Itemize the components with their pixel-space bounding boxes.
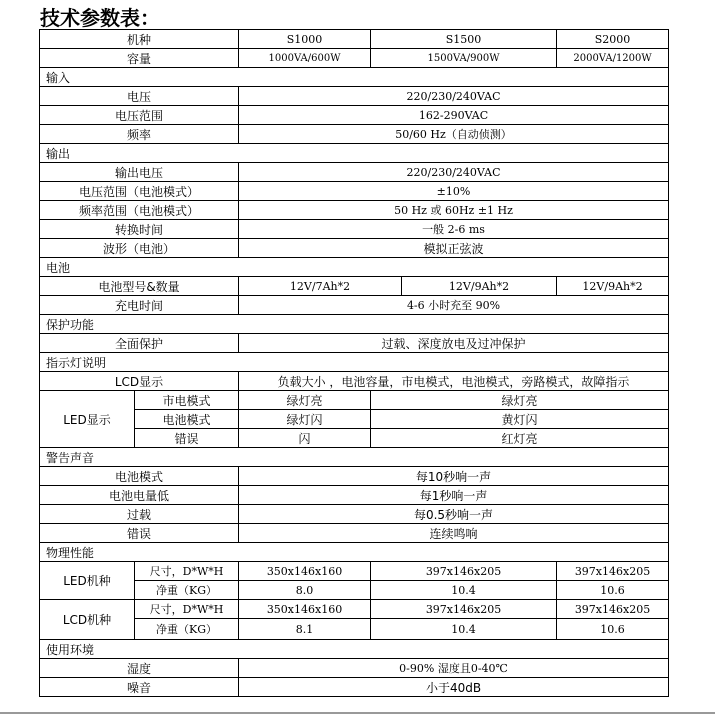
table-row: [40, 619, 669, 640]
led-dim-s1000: 350x146x160: [239, 562, 371, 581]
table-row: [40, 334, 669, 353]
charge-time-label: 充电时间: [40, 296, 239, 315]
table-row: [40, 429, 669, 448]
humidity-value: 0-90% 湿度且0-40℃: [239, 659, 669, 678]
led-mains-label: 市电模式: [135, 391, 239, 410]
led-battery-label: 电池模式: [135, 410, 239, 429]
table-row: [40, 220, 669, 239]
table-row: [40, 68, 669, 87]
capacity-s2000: 2000VA/1200W: [557, 49, 669, 68]
section-protection: 保护功能: [40, 315, 669, 334]
section-environment: 使用环境: [40, 640, 669, 659]
table-row: [40, 600, 669, 619]
input-frequency-label: 频率: [40, 125, 239, 144]
table-row: [40, 640, 669, 659]
alarm-overload-value: 每0.5秒响一声: [239, 505, 669, 524]
battery-type-s1500: 12V/9Ah*2: [402, 277, 557, 296]
lcd-dim-label: 尺寸，D*W*H: [135, 600, 239, 619]
output-voltage-value: 220/230/240VAC: [239, 163, 669, 182]
table-row: [40, 239, 669, 258]
table-row: [40, 315, 669, 334]
table-row: [40, 562, 669, 581]
output-range-label: 电压范围（电池模式）: [40, 182, 239, 201]
battery-type-s2000: 12V/9Ah*2: [557, 277, 669, 296]
waveform-label: 波形（电池）: [40, 239, 239, 258]
led-battery-s1000: 绿灯闪: [239, 410, 371, 429]
capacity-label: 容量: [40, 49, 239, 68]
noise-label: 噪音: [40, 678, 239, 697]
alarm-low-label: 电池电量低: [40, 486, 239, 505]
table-row: [40, 486, 669, 505]
section-battery: 电池: [40, 258, 669, 277]
table-row: [40, 30, 669, 49]
alarm-low-value: 每1秒响一声: [239, 486, 669, 505]
output-voltage-label: 输出电压: [40, 163, 239, 182]
led-error-s1000: 闪: [239, 429, 371, 448]
table-row: [40, 49, 669, 68]
table-row: [40, 543, 669, 562]
alarm-error-value: 连续鸣响: [239, 524, 669, 543]
section-input: 输入: [40, 68, 669, 87]
section-alarm: 警告声音: [40, 448, 669, 467]
led-weight-s2000: 10.6: [557, 581, 669, 600]
battery-type-label: 电池型号&数量: [40, 277, 239, 296]
lcd-model-label: LCD机种: [40, 600, 135, 640]
led-mains-s1000: 绿灯亮: [239, 391, 371, 410]
spec-table-main: [39, 29, 669, 697]
section-physical: 物理性能: [40, 543, 669, 562]
table-row: [40, 410, 669, 429]
table-row: [40, 678, 669, 697]
noise-value: 小于40dB: [239, 678, 669, 697]
model-s2000: S2000: [557, 30, 669, 49]
led-weight-label: 净重（KG）: [135, 581, 239, 600]
table-row: [40, 201, 669, 220]
transfer-time-value: 一般 2-6 ms: [239, 220, 669, 239]
output-freq-label: 频率范围（电池模式）: [40, 201, 239, 220]
waveform-value: 模拟正弦波: [239, 239, 669, 258]
table-row: [40, 505, 669, 524]
table-row: [40, 467, 669, 486]
input-frequency-value: 50/60 Hz（自动侦测）: [239, 125, 669, 144]
led-dim-s1500: 397x146x205: [371, 562, 557, 581]
lcd-weight-s1000: 8.1: [239, 619, 371, 640]
protection-label: 全面保护: [40, 334, 239, 353]
input-range-label: 电压范围: [40, 106, 239, 125]
led-dim-label: 尺寸，D*W*H: [135, 562, 239, 581]
battery-type-s1000: 12V/7Ah*2: [239, 277, 402, 296]
led-display-label: LED显示: [40, 391, 135, 448]
led-error-other: 红灯亮: [371, 429, 669, 448]
protection-value: 过载、深度放电及过冲保护: [239, 334, 669, 353]
table-row: [40, 391, 669, 410]
alarm-overload-label: 过载: [40, 505, 239, 524]
table-row: [40, 524, 669, 543]
led-weight-s1000: 8.0: [239, 581, 371, 600]
lcd-dim-s2000: 397x146x205: [557, 600, 669, 619]
lcd-display-value: 负载大小 ，电池容量，市电模式，电池模式，旁路模式，故障指示: [239, 372, 669, 391]
output-range-value: ±10%: [239, 182, 669, 201]
table-row: [40, 581, 669, 600]
alarm-error-label: 错误: [40, 524, 239, 543]
table-row: [40, 182, 669, 201]
input-range-value: 162-290VAC: [239, 106, 669, 125]
table-row: [40, 372, 669, 391]
transfer-time-label: 转换时间: [40, 220, 239, 239]
section-output: 输出: [40, 144, 669, 163]
input-voltage-value: 220/230/240VAC: [239, 87, 669, 106]
model-label: 机种: [40, 30, 239, 49]
lcd-dim-s1500: 397x146x205: [371, 600, 557, 619]
table-row: [40, 87, 669, 106]
table-row: [40, 163, 669, 182]
lcd-weight-label: 净重（KG）: [135, 619, 239, 640]
input-voltage-label: 电压: [40, 87, 239, 106]
model-s1000: S1000: [239, 30, 371, 49]
lcd-dim-s1000: 350x146x160: [239, 600, 371, 619]
led-error-label: 错误: [135, 429, 239, 448]
led-weight-s1500: 10.4: [371, 581, 557, 600]
alarm-battery-value: 每10秒响一声: [239, 467, 669, 486]
model-s1500: S1500: [371, 30, 557, 49]
capacity-s1000: 1000VA/600W: [239, 49, 371, 68]
charge-time-value: 4-6 小时充至 90%: [239, 296, 669, 315]
output-freq-value: 50 Hz 或 60Hz ±1 Hz: [239, 201, 669, 220]
table-row: [40, 106, 669, 125]
led-dim-s2000: 397x146x205: [557, 562, 669, 581]
table-row: [40, 353, 669, 372]
lcd-display-label: LCD显示: [40, 372, 239, 391]
section-indicator: 指示灯说明: [40, 353, 669, 372]
led-mains-other: 绿灯亮: [371, 391, 669, 410]
bottom-divider: [0, 712, 715, 714]
table-row: [40, 125, 669, 144]
table-row: [40, 277, 669, 296]
lcd-weight-s1500: 10.4: [371, 619, 557, 640]
table-row: [40, 448, 669, 467]
page-title: 技术参数表：: [40, 6, 160, 30]
table-row: [40, 144, 669, 163]
capacity-s1500: 1500VA/900W: [371, 49, 557, 68]
alarm-battery-label: 电池模式: [40, 467, 239, 486]
lcd-weight-s2000: 10.6: [557, 619, 669, 640]
table-row: [40, 258, 669, 277]
table-row: [40, 296, 669, 315]
table-row: [40, 659, 669, 678]
humidity-label: 湿度: [40, 659, 239, 678]
led-battery-other: 黄灯闪: [371, 410, 669, 429]
led-model-label: LED机种: [40, 562, 135, 600]
